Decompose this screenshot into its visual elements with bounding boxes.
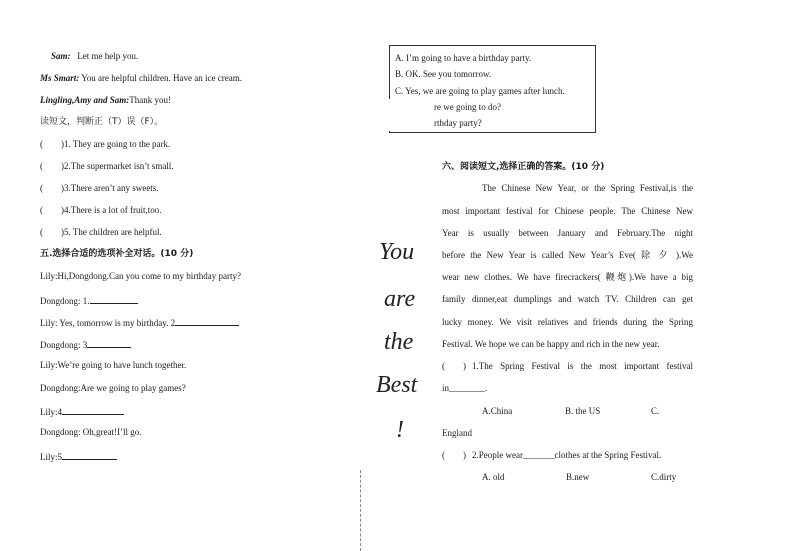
motto-word: Best: [376, 372, 418, 398]
dialog2-line: [40, 316, 239, 329]
speaker: Sam:: [51, 51, 71, 61]
question-text: 2.People wear_______clothes at the Spring Festival.: [472, 450, 662, 460]
tf-instruction: 读短文，判断正（T）误（F）。: [40, 117, 164, 127]
motto-word: !: [396, 417, 404, 443]
motto-word: You: [379, 239, 415, 265]
answer-blank[interactable]: [90, 294, 138, 304]
passage-line: wear new clothes. We have firecrackers( 鞭炮).We have a big: [442, 272, 693, 282]
dialog-text: Thank you!: [129, 95, 172, 105]
options-box-overlap: [389, 99, 433, 131]
tf-text: 3.There aren’t any sweets.: [64, 183, 159, 193]
dialog-text: Dongdong: 1.: [40, 296, 90, 306]
option-line-partial: rthday party?: [434, 118, 482, 128]
answer-paren: ( ): [40, 161, 64, 171]
tf-item: [40, 139, 170, 150]
speaker: Lingling,Amy and Sam:: [40, 95, 130, 105]
dialog2-line: [40, 427, 141, 438]
option-line: B. OK. See you tomorrow.: [395, 69, 492, 79]
dialog-line: [40, 73, 242, 84]
option-a[interactable]: A. old: [482, 472, 505, 482]
answer-paren: ( ): [40, 227, 64, 237]
dialog2-line: [40, 405, 124, 418]
dialog-text: You are helpful children. Have an ice cream.: [81, 73, 242, 83]
tf-text: 2.The supermarket isn’t small.: [64, 161, 174, 171]
dialog2-line: [40, 338, 131, 351]
dialog-text: Lily:5: [40, 452, 62, 462]
answer-paren[interactable]: ( ): [442, 450, 466, 460]
answer-blank[interactable]: [87, 338, 131, 348]
dialog2-line: [40, 383, 186, 394]
question-text: in________.: [442, 383, 488, 393]
section6-title: 六、阅读短文,选择正确的答案。(10 分): [442, 162, 605, 172]
answer-paren[interactable]: ( ): [442, 361, 466, 371]
dialog-text: Dongdong: Oh,great!I’ll go.: [40, 427, 142, 437]
tf-item: [40, 183, 159, 194]
speaker: Ms Smart:: [40, 73, 80, 83]
answer-paren: ( ): [40, 139, 64, 149]
section5-title: 五.选择合适的选项补全对话。(10 分): [40, 249, 194, 259]
dialog-text: Dongdong:Are we going to play games?: [40, 383, 186, 393]
answer-blank[interactable]: [175, 316, 239, 326]
passage-line: The Chinese New Year, or the Spring Festival,is the: [482, 183, 693, 193]
answer-paren: ( ): [40, 183, 64, 193]
motto-word: the: [384, 329, 414, 355]
option-b[interactable]: B. the US: [565, 406, 601, 416]
dialog2-line: [40, 360, 186, 371]
option-b[interactable]: B.new: [566, 472, 590, 482]
dialog-text: Dongdong: 3: [40, 340, 88, 350]
answer-paren: ( ): [40, 205, 64, 215]
passage-line: most important festival for Chinese people. The Chinese New: [442, 206, 693, 216]
answer-blank[interactable]: [62, 450, 117, 460]
dialog-text: Lily:We’re going to have lunch together.: [40, 360, 187, 370]
dialog-text: Let me help you.: [77, 51, 139, 61]
dialog-line: [51, 51, 138, 62]
option-c-wrap: England: [442, 428, 472, 438]
passage-line: Festival. We hope we can be happy and rich in the new year.: [442, 339, 660, 349]
tf-item: [40, 227, 162, 238]
tf-item: [40, 161, 174, 172]
dialog-text: Lily:4: [40, 407, 62, 417]
dialog2-line: [40, 294, 138, 307]
option-c[interactable]: C.dirty: [651, 472, 677, 482]
passage-line: Year is usually between January and February.The night: [442, 228, 693, 238]
passage-line: family dinner,eat dumplings and watch TV. Children can get: [442, 294, 693, 304]
option-line-partial: re we going to do?: [434, 102, 501, 112]
option-line: C. Yes, we are going to play games after lunch.: [395, 86, 565, 96]
dialog2-line: [40, 271, 241, 282]
fold-divider: [360, 470, 361, 551]
answer-blank[interactable]: [62, 405, 124, 415]
option-c[interactable]: C.: [651, 406, 660, 416]
dialog-text: Lily:Hi,Dongdong.Can you come to my birthday party?: [40, 271, 241, 281]
option-line: A. I’m going to have a birthday party.: [395, 53, 532, 63]
passage-line: lucky money. We visit relatives and friends during the Spring: [442, 317, 693, 327]
dialog2-line: [40, 450, 117, 463]
tf-text: 5. The children are helpful.: [64, 227, 162, 237]
option-a[interactable]: A.China: [482, 406, 513, 416]
dialog-text: Lily: Yes, tomorrow is my birthday. 2: [40, 318, 176, 328]
question-text: 1.The Spring Festival is the most important festival: [472, 361, 693, 371]
tf-text: 4.There is a lot of fruit,too.: [64, 205, 162, 215]
tf-text: 1. They are going to the park.: [64, 139, 171, 149]
passage-line: before the New Year is called New Year’s Eve( 除 夕 ).We: [442, 250, 693, 260]
tf-item: [40, 205, 161, 216]
motto-word: are: [384, 286, 416, 312]
dialog-line: [40, 95, 171, 106]
